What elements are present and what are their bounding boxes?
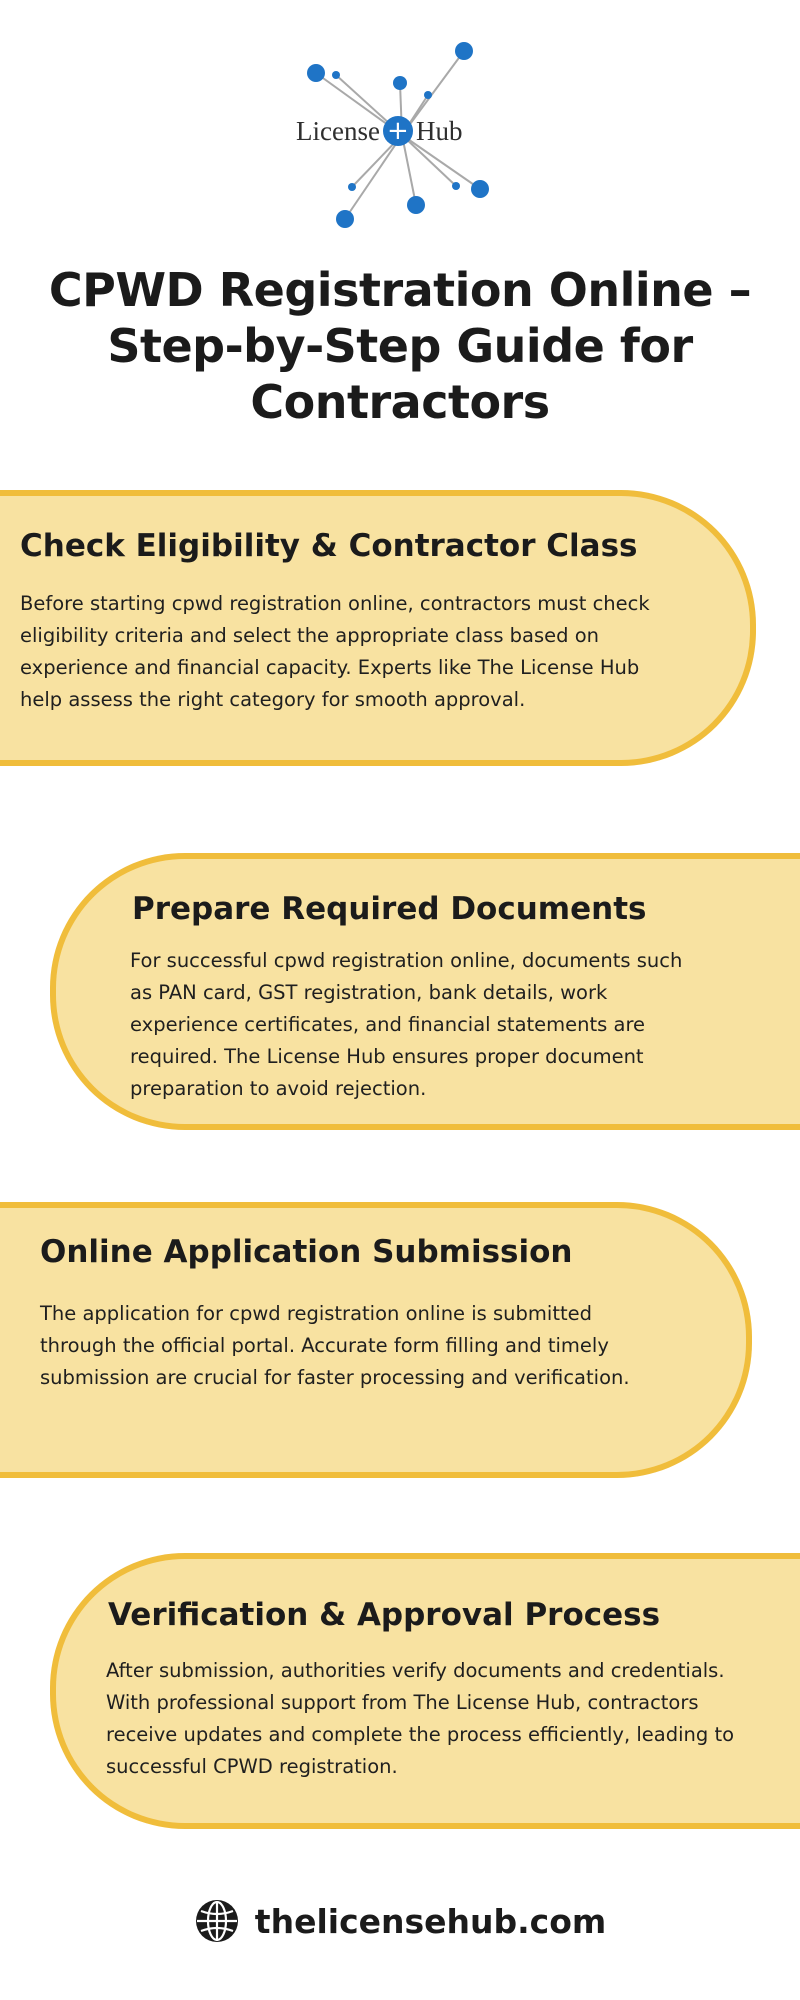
- page-title: CPWD Registration Online – Step-by-Step Guide for Contractors: [48, 263, 752, 429]
- step-card-eligibility: [0, 490, 756, 766]
- step-card-application: [0, 1202, 752, 1478]
- footer: [0, 1898, 800, 1948]
- step-body: After submission, authorities verify documents and credentials. With professional support from The License Hub, contractors receive updates and complete the process efficiently, leading to successful CPWD registration.: [106, 1659, 735, 1778]
- step-heading: Prepare Required Documents: [132, 891, 647, 927]
- logo-text-right: Hub: [415, 116, 463, 146]
- logo-text-left: License: [296, 116, 380, 146]
- step-body: For successful cpwd registration online, documents such as PAN card, GST registration, bank details, work experience certificates, and financial statements are required. The License Hub ensures proper document preparation to avoid rejection.: [130, 949, 683, 1100]
- globe-icon: [194, 1898, 240, 1944]
- step-heading: Verification & Approval Process: [108, 1597, 661, 1633]
- step-card-documents: [50, 853, 800, 1130]
- step-heading: Check Eligibility & Contractor Class: [20, 528, 638, 564]
- step-body: The application for cpwd registration online is submitted through the official portal. Accurate form filling and timely submission are crucial for faster processing and verification.: [40, 1302, 630, 1389]
- logo-plus-icon: +: [383, 116, 413, 146]
- step-card-verification: [50, 1553, 800, 1829]
- step-heading: Online Application Submission: [40, 1234, 573, 1270]
- logo-wordmark: [296, 116, 496, 146]
- step-body: Before starting cpwd registration online, contractors must check eligibility criteria and select the appropriate class based on experience and financial capacity. Experts like The License Hub help assess the right category for smooth approval.: [20, 592, 650, 711]
- website-url[interactable]: thelicensehub.com: [254, 1901, 607, 1941]
